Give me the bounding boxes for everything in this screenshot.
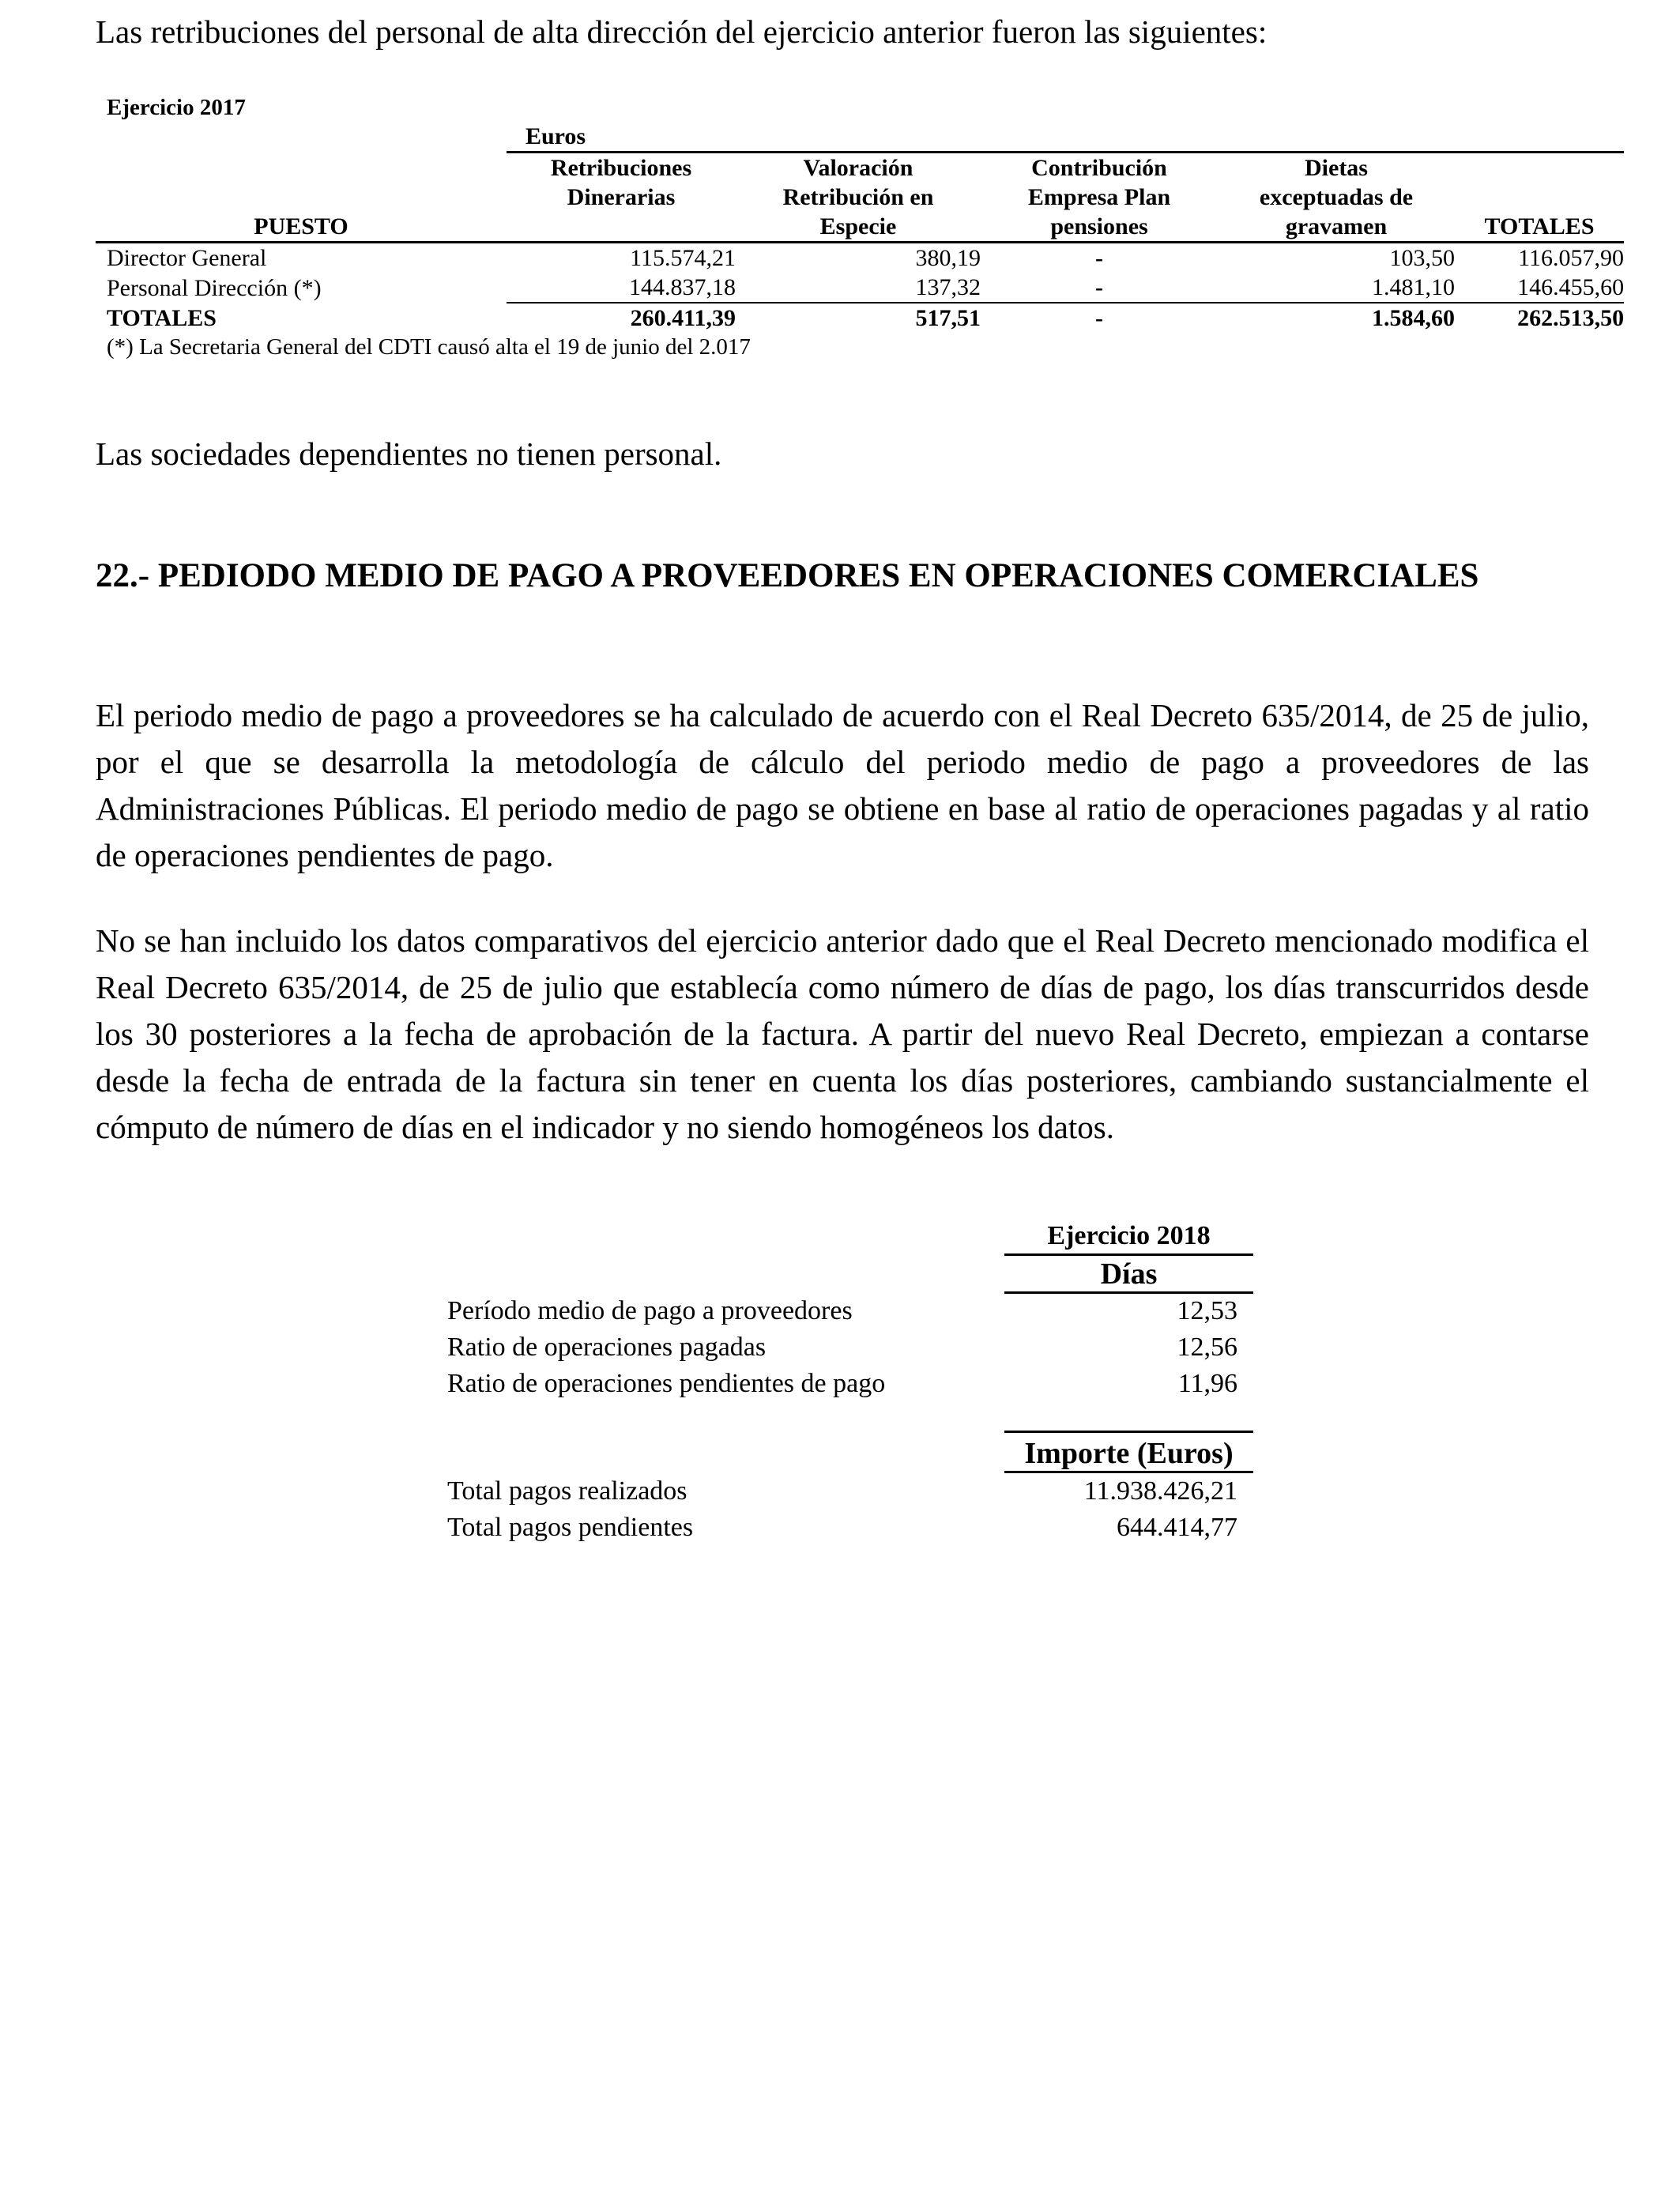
amount-rows bbox=[447, 1473, 1253, 1546]
cell-dinerarias: 144.837,18 bbox=[629, 274, 736, 300]
cell-especie: 380,19 bbox=[915, 245, 981, 271]
cell-puesto: Personal Dirección (*) bbox=[107, 274, 322, 301]
column-header-dietas: Dietas exceptuadas de gravamen bbox=[1218, 153, 1455, 243]
row-label: Ratio de operaciones pendientes de pago bbox=[447, 1369, 886, 1398]
table-row bbox=[447, 1473, 1253, 1510]
cell-dietas: 1.584,60 bbox=[1218, 303, 1455, 333]
column-header-pensiones: Contribución Empresa Plan pensiones bbox=[981, 153, 1218, 243]
column-header-puesto: PUESTO bbox=[96, 153, 507, 243]
header-ejercicio-2018: Ejercicio 2018 bbox=[1004, 1219, 1253, 1256]
days-rows bbox=[447, 1293, 1253, 1402]
row-label: Total pagos realizados bbox=[447, 1476, 687, 1506]
table-row bbox=[447, 1329, 1253, 1366]
cell-dinerarias: 115.574,21 bbox=[630, 245, 736, 271]
paragraph-methodology: El periodo medio de pago a proveedores se ha calculado de acuerdo con el Real Decreto 635/2014, de 25 de julio, por el que se desarrolla la metodología de cálculo del periodo medio de pago a proveedores de las Administraciones Públicas. El periodo medio de pago se obtiene en base al ratio de operaciones pagadas y al ratio de operaciones pendientes de pago. bbox=[96, 697, 1589, 873]
table-row bbox=[447, 1510, 1253, 1546]
row-value: 12,56 bbox=[1177, 1333, 1237, 1362]
cell-dinerarias: 260.411,39 bbox=[507, 303, 736, 333]
header-dias: Días bbox=[1004, 1257, 1253, 1294]
row-value: 11.938.426,21 bbox=[1083, 1476, 1237, 1506]
cell-totales: 146.455,60 bbox=[1517, 274, 1625, 300]
remuneration-table-block bbox=[96, 93, 1624, 361]
cell-puesto: Director General bbox=[107, 245, 267, 271]
cell-pensiones: - bbox=[981, 303, 1218, 333]
table-row bbox=[96, 273, 1624, 303]
table-footnote: (*) La Secretaria General del CDTI causó alta el 19 de junio del 2.017 bbox=[107, 334, 751, 360]
row-value: 12,53 bbox=[1177, 1296, 1237, 1325]
no-staff-sentence: Las sociedades dependientes no tienen personal. bbox=[96, 435, 722, 472]
euros-group-header: Euros bbox=[507, 122, 1624, 153]
row-label: Total pagos pendientes bbox=[447, 1513, 694, 1542]
column-header-especie: Valoración Retribución en Especie bbox=[736, 153, 981, 243]
cell-pensiones: - bbox=[1095, 274, 1103, 300]
totals-row bbox=[96, 303, 1624, 333]
cell-especie: 137,32 bbox=[915, 274, 981, 300]
row-value: 644.414,77 bbox=[1117, 1513, 1237, 1542]
cell-pensiones: - bbox=[1095, 245, 1103, 271]
paragraph-comparatives: No se han incluido los datos comparativos del ejercicio anterior dado que el Real Decreto mencionado modifica el Real Decreto 635/2014, de 25 de julio que establecía como número de días de pago, los días transcurridos desde los 30 posteriores a la fecha de aprobación de la factura. A partir del nuevo Real Decreto, empiezan a contarse desde la fecha de entrada de la factura sin tener en cuenta los días posteriores, cambiando sustancialmente el cómputo de número de días en el indicador y no siendo homogéneos los datos. bbox=[96, 922, 1589, 1145]
column-header-dinerarias: Retribuciones Dinerarias bbox=[507, 153, 736, 243]
table-row bbox=[447, 1293, 1253, 1329]
section-heading: 22.- PEDIODO MEDIO DE PAGO A PROVEEDORES EN OPERACIONES COMERCIALES bbox=[96, 557, 1479, 594]
table-row bbox=[447, 1366, 1253, 1402]
column-header-totales: TOTALES bbox=[1455, 153, 1624, 243]
cell-especie: 517,51 bbox=[736, 303, 981, 333]
cell-puesto: TOTALES bbox=[107, 304, 217, 331]
row-label: Período medio de pago a proveedores bbox=[447, 1296, 853, 1325]
row-value: 11,96 bbox=[1177, 1369, 1237, 1398]
cell-totales: 116.057,90 bbox=[1518, 245, 1625, 271]
cell-dietas: 103,50 bbox=[1389, 245, 1455, 271]
header-importe-euros: Importe (Euros) bbox=[1004, 1431, 1253, 1473]
intro-sentence: Las retribuciones del personal de alta dirección del ejercicio anterior fueron las siguientes: bbox=[96, 13, 1268, 50]
remuneration-table bbox=[96, 122, 1624, 333]
table-caption: Ejercicio 2017 bbox=[107, 95, 246, 120]
cell-totales: 262.513,50 bbox=[1455, 303, 1624, 333]
row-label: Ratio de operaciones pagadas bbox=[447, 1333, 767, 1362]
table-row bbox=[96, 243, 1624, 273]
cell-dietas: 1.481,10 bbox=[1372, 274, 1455, 300]
